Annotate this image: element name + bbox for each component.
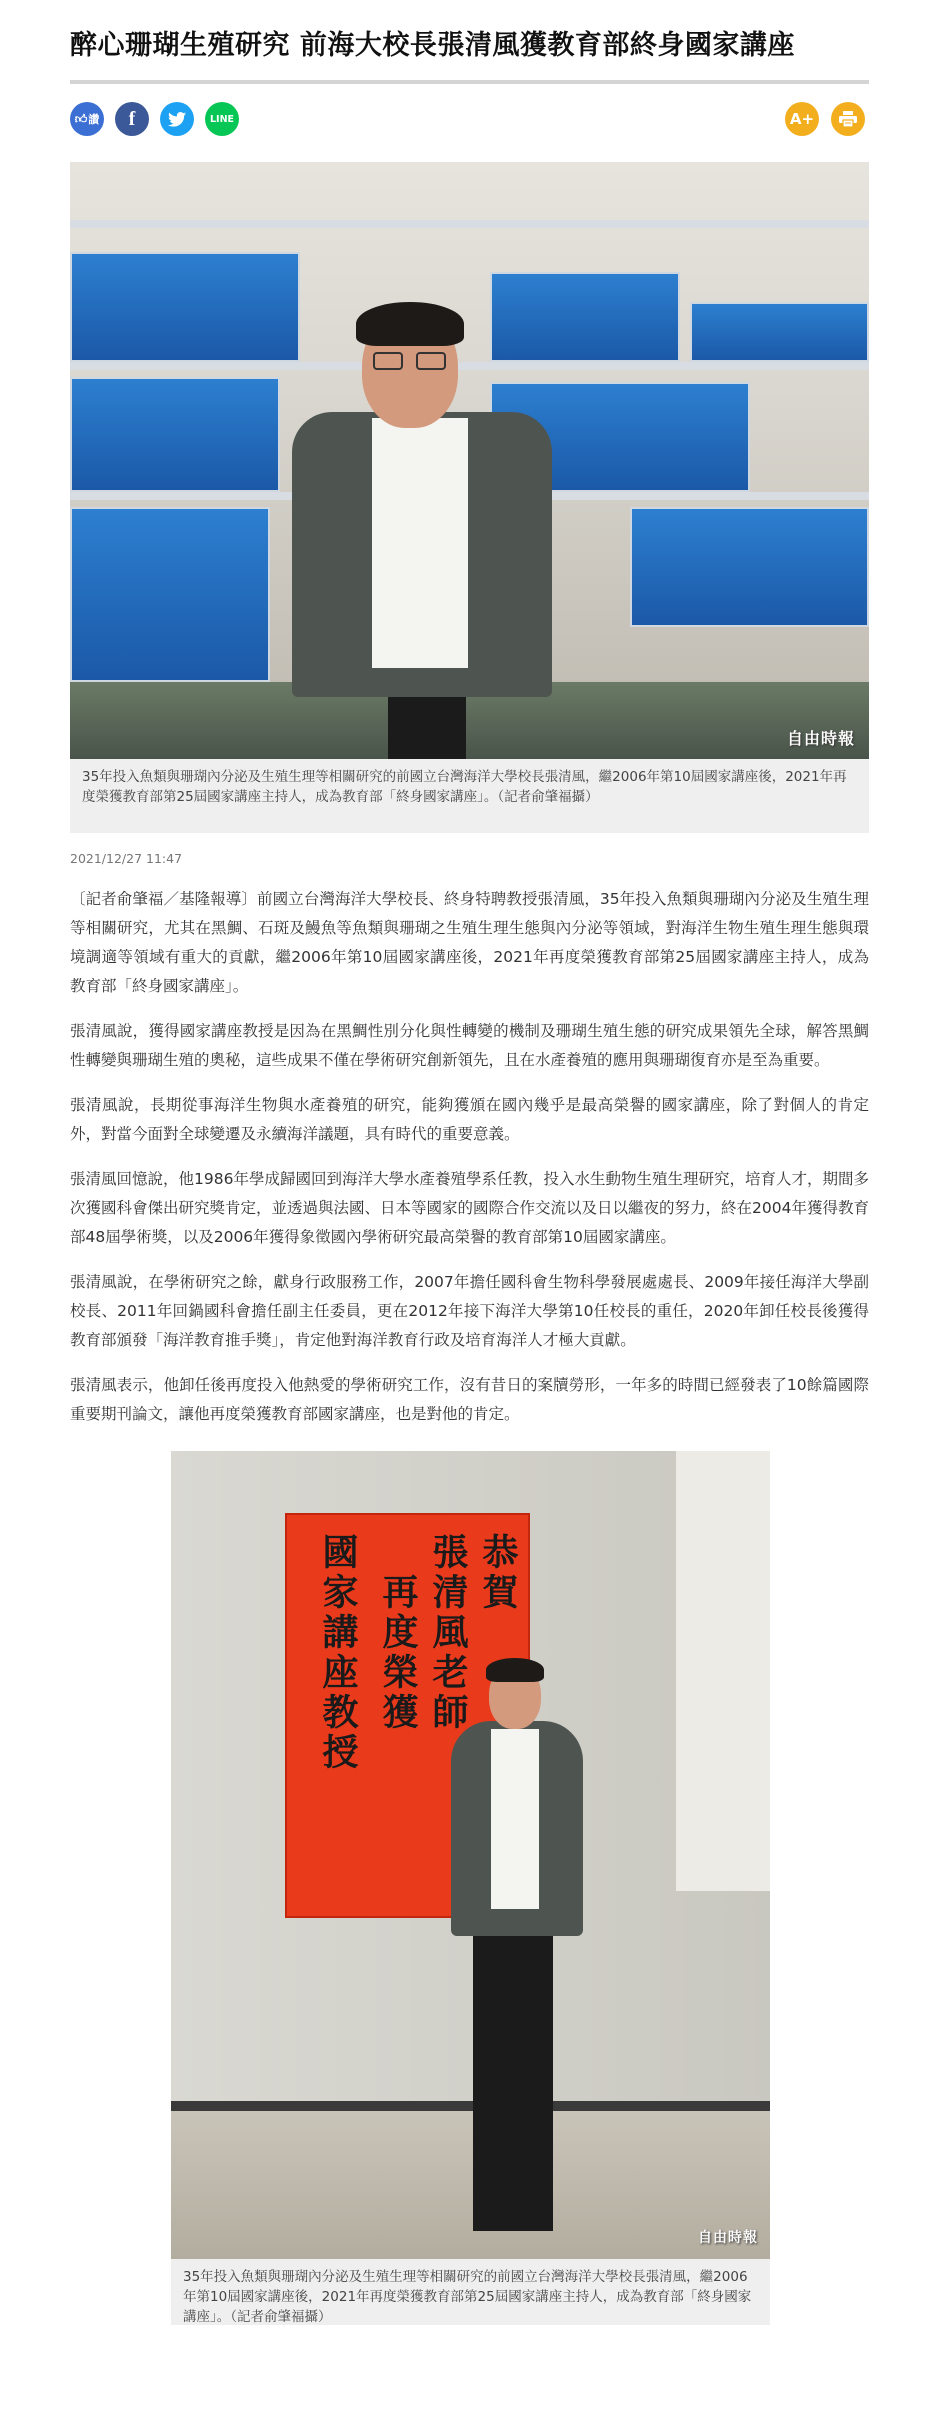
article-paragraph: 〔記者俞肇福／基隆報導〕前國立台灣海洋大學校長、終身特聘教授張清風，35年投入魚類與珊瑚內分泌及生殖生理等相關研究，尤其在黑鯛、石斑及鰻魚等魚類與珊瑚之生殖生理生態與內分泌等領域，對海洋生物生殖生理生態與環境調適等領域有重大的貢獻，繼2006年第10屆國家講座後，2021年再度榮獲教育部第25屆國家講座主持人，成為教育部「終身國家講座」。 — [70, 890, 869, 995]
banner-line: 張清風老師 — [427, 1533, 469, 1733]
banner-line: 恭賀 — [477, 1533, 519, 1613]
like-button[interactable]: 👍︎ 讚 — [70, 102, 104, 136]
photo-aquarium — [630, 507, 869, 627]
photo-person-shirt — [491, 1729, 539, 1909]
photo-caption: 35年投入魚類與珊瑚內分泌及生殖生理等相關研究的前國立台灣海洋大學校長張清風，繼2006年第10屆國家講座後，2021年再度榮獲教育部第25屆國家講座主持人，成為教育部「終身國家講座」。（記者俞肇福攝） — [171, 2259, 770, 2325]
publish-date: 2021/12/27 11:47 — [70, 851, 183, 866]
photo-person-glasses — [373, 352, 403, 370]
photo-shelf — [70, 362, 869, 370]
facebook-share-button[interactable] — [115, 102, 149, 136]
article-paragraph: 張清風說，獲得國家講座教授是因為在黑鯛性別分化與性轉變的機制及珊瑚生殖生態的研究成果領先全球，解答黑鯛性轉變與珊瑚生殖的奧秘，這些成果不僅在學術研究創新領先，且在水產養殖的應用與珊瑚復育亦是至為重要。 — [70, 1022, 869, 1069]
photo-corridor-wall — [676, 1451, 770, 1891]
photo-aquarium — [70, 377, 280, 492]
photo-aquarium — [70, 252, 300, 362]
line-icon: LINE — [209, 113, 235, 125]
article-paragraph: 張清風表示，他卸任後再度投入他熱愛的學術研究工作，沒有昔日的案牘勞形，一年多的時間已經發表了10餘篇國際重要期刊論文，讓他再度榮獲教育部國家講座，也是對他的肯定。 — [70, 1376, 869, 1423]
facebook-icon: f — [128, 107, 136, 130]
line-share-button[interactable] — [205, 102, 239, 136]
photo-watermark: 自由時報 — [786, 729, 855, 748]
photo-aquarium — [490, 272, 680, 362]
photo-floor — [171, 2111, 770, 2259]
photo-shelf — [70, 220, 869, 228]
banner-line: 國家講座教授 — [317, 1533, 359, 1773]
photo-person-hair — [486, 1658, 544, 1682]
font-size-icon: A+ — [789, 110, 815, 128]
share-toolbar — [70, 102, 869, 138]
print-button[interactable] — [831, 102, 865, 136]
photo-caption: 35年投入魚類與珊瑚內分泌及生殖生理等相關研究的前國立台灣海洋大學校長張清風，繼2006年第10屆國家講座後，2021年再度榮獲教育部第25屆國家講座主持人，成為教育部「終身國家講座」。（記者俞肇福攝） — [70, 759, 869, 833]
article-paragraph: 張清風說，在學術研究之餘，獻身行政服務工作，2007年擔任國科會生物科學發展處處長、2009年接任海洋大學副校長、2011年回鍋國科會擔任副主任委員，更在2012年接下海洋大學第10任校長的重任，2020年卸任校長後獲得教育部頒發「海洋教育推手獎」，肯定他對海洋教育行政及培育海洋人才極大貢獻。 — [70, 1273, 869, 1349]
article-photo-banner — [171, 1451, 770, 2259]
article-paragraph: 張清風說，長期從事海洋生物與水產養殖的研究，能夠獲頒在國內幾乎是最高榮譽的國家講座，除了對個人的肯定外，對當今面對全球變遷及永續海洋議題，具有時代的重要意義。 — [70, 1096, 869, 1143]
photo-person-shirt — [372, 418, 468, 668]
article-paragraph: 張清風回憶說，他1986年學成歸國回到海洋大學水產養殖學系任教，投入水生動物生殖生理研究，培育人才，期間多次獲國科會傑出研究獎肯定，並透過與法國、日本等國家的國際合作交流以及日以繼夜的努力，終在2004年獲得教育部48屆學術獎，以及2006年獲得象徵國內學術研究最高榮譽的教育部第10屆國家講座。 — [70, 1170, 869, 1246]
photo-person-glasses — [416, 352, 446, 370]
title-divider — [70, 80, 869, 84]
twitter-share-button[interactable] — [160, 102, 194, 136]
photo-person-trousers — [473, 1931, 553, 2231]
photo-aquarium — [70, 507, 270, 682]
thumbs-up-icon: 👍︎ — [74, 111, 88, 126]
twitter-bird-icon — [168, 112, 186, 127]
banner-line: 再度榮獲 — [377, 1573, 419, 1733]
printer-icon — [839, 111, 857, 127]
photo-aquarium — [690, 302, 869, 362]
article-photo-lab — [70, 162, 869, 759]
photo-skirting — [171, 2101, 770, 2111]
photo-watermark: 自由時報 — [698, 2230, 758, 2246]
font-size-button[interactable] — [785, 102, 819, 136]
photo-person-hair — [356, 302, 464, 346]
article-title: 醉心珊瑚生殖研究 前海大校長張清風獲教育部終身國家講座 — [70, 30, 795, 61]
article — [70, 0, 869, 2325]
